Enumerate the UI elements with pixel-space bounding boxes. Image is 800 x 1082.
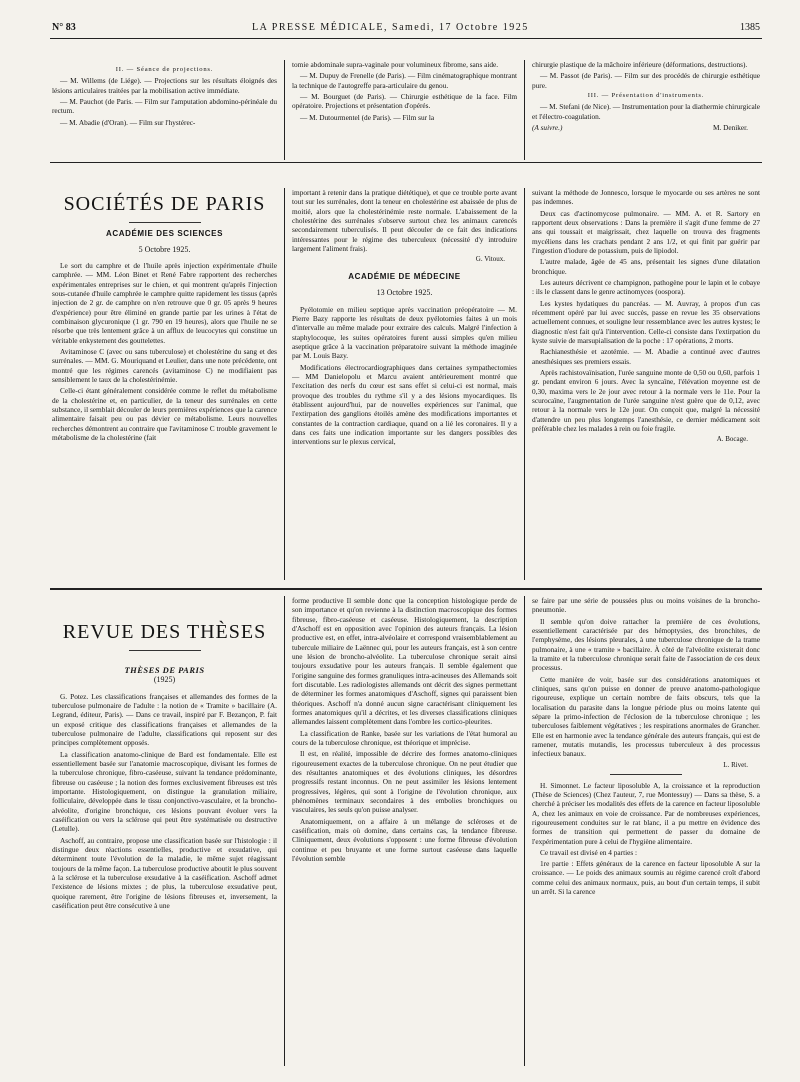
paragraph: — M. Abadie (d'Oran). — Film sur l'hystérec- [60,117,196,127]
column-rule [284,188,285,580]
paragraph: Après rachistovaïnisation, l'urée sanguine monte de 0,50 ou 0,60, parfois 1 gr. pendant environ 6 jours. Avec la syncaïne, l'élévation moyenne est de 0,30, maxima vers le 2e jour avec retour à la normale vers le 11e. Pour la scurocaïne, l'augmentation de l'urée sanguine n'est guère que de 0,12, avec retour à la normale vers le 12e jour. On conçoit que, malgré la nécessité d'attendre un peu plus longtemps l'anesthésie, ce dernier médicament soit préférable chez les malades à rein ou foie fragile. [532,367,760,433]
paragraph: 1re partie : Effets généraux de la carence en facteur liposoluble A sur la croissance. — Le poids des animaux soumis au régime carencé croît d'abord comme celui des animaux normaux, puis, au bout d'un certain temps, il subit un arrêt. Si la carence [532,859,760,897]
paragraph: Anatomiquement, on a affaire à un mélange de scléroses et de caséification, mais où domine, dans certains cas, la tendance fibreuse. Cliniquement, deux évolutions s'opposent : une forme fibreuse d'évolution continue et peu bruyante et une forme surtout caséeuse dans laquelle l'évolution semble [292,816,517,863]
column-rule [284,60,285,160]
column-rule [524,60,525,160]
paragraph: Le sort du camphre et de l'huile après injection expérimentale d'huile camphrée. — MM. Léon Binet et René Fabre rapportent des recherches expérimentales entreprises sur le chien, et qui montrent qu'après l'injection sous-cutanée d'huile camphrée le camphre quitte rapidement les tissus (après injection de 2 gr. de camphre on n'en retrouve que 0 gr. 05 après 9 heures d'expérience) pour être éliminé en grande partie par les urines à l'état de combinaison glycuronique (1 gr. 790 en 19 heures), alors que l'huile ne se résorbe que très lentement grâce à un afflux de leucocytes qui constitue un véritable enkystement des gouttelettes. [52,261,277,345]
paragraph: Il est, en réalité, impossible de décrire des formes anatomo-cliniques rigoureusement exactes de la tuberculose chronique. On ne peut étudier que des résultantes anatomiques et des évolutions cliniques, les désordres progressifs restant inconnus. On ne peut assimiler les lésions lentement progressives, légères, qui sont à l'origine de l'évolution chronique, aux phénomènes terminaux secondaires à des embolies bronchiques ou vasculaires, les seuls qu'on puisse analyser. [292,749,517,815]
paragraph: La classification de Ranke, basée sur les variations de l'état humoral au cours de la tuberculose chronique, est théorique et imprécise. [292,728,517,747]
section-title: SOCIÉTÉS DE PARIS [63,193,266,215]
societes-column-2 [292,188,517,582]
paragraph: H. Simonnet. Le facteur liposoluble A, la croissance et la reproduction (Thèse de Sciences) (Chez l'auteur, 7, rue Montessuy) — Dans sa thèse, S. a cherché à préciser les modalités des effets de la carence en facteur liposoluble A, chez les animaux en voie de croissance. Par de nombreuses expériences, rigoureusement conduites sur le rat blanc, il a pu mettre en évidence des formes de transition qui permettent de passer du domaine de l'expérimentation pure à celui de l'hygiène alimentaire. [532,780,760,846]
paragraph: suivant la méthode de Jonnesco, lorsque le myocarde ou ses artères ne sont pas indemnes. [532,188,760,207]
paragraph: Il semble qu'on doive rattacher la première de ces évolutions, essentiellement caractérisée par des hémoptysies, des bronchites, de l'emphysème, des lésions pleurales, à une tuberculose chronique de la trame pulmonaire, à une « tramite » bacillaire. À côté de l'alvéolite existerait donc la tramite et la tuberculose chronique serait faite de l'association de ces deux processus. [532,616,760,673]
paragraph: Deux cas d'actinomycose pulmonaire. — MM. A. et R. Sartory en rapportent deux observations : Dans la première il s'agit d'une femme de 27 ans qui toussait et maigrissait, chez laquelle on trouva des fragments mycéliens dans les crachats pendant 2 ans 1/2, et qui finit par guérir par l'ingestion d'iodure de potassium, puis de lipiodol. [532,208,760,255]
paragraph: — M. Willems (de Liége). — Projections sur les résultats éloignés des lésions articulaires traitées par la mobilisation active immédiate. [52,76,277,95]
section-title: REVUE DES THÈSES [62,621,267,643]
session-date: 13 Octobre 1925. [376,288,433,298]
paragraph: La classification anatomo-clinique de Bard est fondamentale. Elle est essentiellement basée sur l'anatomie macroscopique, divisant les formes de la tuberculose chronique, fibro-caséeuse, suivant la tendance prédominante, fibreuse ou caséeuse ; la notion des formes exclusivement fibreuses est très importante. Histologiquement, on distingue la granulation miliaire, folliculaire, développée dans le tissu conjonctivo-vasculaire, et la broncho-alvéolite, d'origine bronchique, ces lésions pouvant évoluer vers la caséification ou vers la sclérose qui peut être systématisée ou destructive (Letulle). [52,749,277,834]
title-rule [129,222,201,223]
paragraph: Pyélotomie en milieu septique après vaccination préopératoire — M. Pierre Bazy rapporte les résultats de deux pyélotomies faites à un mois d'intervalle au même malade pour extraire des calculs. Malgré l'infection à staphylocoque, les suites opératoires furent aussi simples qu'en milieu aseptique grâce à la vaccination préparatoire suivant la méthode imaginée par M. Louis Bazy. [292,304,517,361]
running-header [52,22,760,42]
column-rule [284,596,285,1066]
header-rule [50,38,762,39]
paragraph: Les auteurs décrivent ce champignon, pathogène pour le lapin et le cobaye : ils le classent dans le genre actinomyces (oospora). [532,277,760,297]
paragraph: important à retenir dans la pratique diététique), et que ce trouble porte avant tout sur les surrénales, dont la teneur en cholestérine est abaissée de plus de moitié, alors que la cholestérinémie reste normale. L'abaissement de la cholestérine des surrénales s'observe surtout chez les animaux carencés secondairement tuberculisés. Il peut découler de ce fait des indications intéressantes pour le régime des tuberculeux (nécessité d'y introduire largement l'aliment frais). [292,188,517,253]
theses-column-2 [292,596,517,1066]
paragraph: tomie abdominale supra-vaginale pour volumineux fibrome, sans aide. [292,60,499,69]
subsection-title: THÈSES DE PARIS [124,664,205,675]
paragraph: G. Potez. Les classifications françaises et allemandes des formes de la tuberculose pulmonaire de l'adulte : la notion de « Tramite » bacillaire (A. Legrand, éditeur, Paris). — Dans ce travail, inspiré par F. Bezançon, P. fait un exposé critique des classifications françaises et allemandes de la tuberculose pulmonaire de l'adulte, classifications qui reposent sur des principes complètement opposés. [52,691,277,748]
paragraph: — M. Pauchot (de Paris. — Film sur l'amputation abdomino-périnéale du rectum. [52,97,277,116]
author-signature: G. Vitoux. [475,255,505,264]
section-heading: III. — Présentation d'instruments. [587,91,705,99]
to-be-continued: (A suivre.) [532,123,563,133]
paragraph: Aschoff, au contraire, propose une classification basée sur l'histologie : il distingue deux réactions essentielles, productive et exsudative, qui déterminent toute l'évolution de la maladie, le même sujet réagissant toujours de la même façon. La tuberculose productive aboutit le plus souvent à la sclérose et la tuberculose exsudative à la caséification. Aschoff admet l'existence de lésions mixtes ; de plus, la tuberculose exsudative peut, quoique rarement, être l'origine de lésions fibreuses et, inversement, la caséification peut être consécutive à une [52,835,277,910]
paragraph: chirurgie plastique de la mâchoire inférieure (déformations, destructions). [532,60,748,69]
author-signature: M. Deniker. [712,123,748,133]
author-signature: A. Bocage. [716,435,748,444]
column-rule [524,596,525,1066]
top-column-2 [292,60,517,160]
separator-rule [610,774,682,775]
top-column-1 [52,66,277,162]
paragraph: — M. Dutourmentel (de Paris). — Film sur la [300,112,435,122]
section-rule [50,588,762,590]
societes-column-1 [52,190,277,582]
issue-number: N° 83 [52,22,76,33]
paragraph: se faire par une série de poussées plus ou moins voisines de la broncho-pneumonie. [532,596,760,615]
paragraph: — M. Bourguet (de Paris). — Chirurgie esthétique de la face. Film opératoire. Projections et présentation d'opérés. [292,91,517,111]
title-rule [129,650,201,651]
paragraph: Modifications électrocardiographiques dans certaines sympathectomies — MM Danielopolu et Marcu avaient antérieurement montré que l'excitation des nerfs du cœur est sans effet si celui-ci est normal, mais provoque des troubles du rythme s'il y a des lésions myocardiques. Ils établissent aujourd'hui, par de nouvelles expériences sur l'animal, que l'extirpation des ganglions étoilés amène des modifications importantes et constantes de la contraction cardiaque, quand on a lié les coronaires. Il y a dans ces faits une indication importante sur les dangers possibles des interventions sur le plexus cervical, [292,362,517,447]
academy-heading: ACADÉMIE DES SCIENCES [105,228,224,238]
paragraph: — M. Stefani (de Nice). — Instrumentation pour la diathermie chirurgicale et l'électro-coagulation. [532,102,760,121]
page-number: 1385 [740,22,760,33]
continuation-line [532,123,760,132]
section-rule [50,162,762,163]
section-heading: II. — Séance de projections. [115,66,214,73]
paragraph: Ce travail est divisé en 4 parties : [540,847,638,857]
session-date: 5 Octobre 1925. [138,244,191,254]
top-column-3 [532,60,760,160]
paragraph: Celle-ci étant généralement considérée comme le reflet du métabolisme de la cholestérine et, en particulier, de la teneur des surrénales en cette substance, il semblait découler de leurs premières expériences que la carence alimentaire faisait peu ou pas dévier ce métabolisme. Leurs nouvelles recherches démontrent au contraire que l'avitaminose C trouble gravement le métabolisme de la cholestérine (fait [52,386,277,442]
societes-column-3 [532,188,760,582]
paragraph: — M. Passot (de Paris). — Film sur des procédés de chirurgie esthétique pure. [532,71,760,90]
paragraph: Rachianesthésie et azotémie. — M. Abadie a continué avec d'autres anesthésiques ses premiers essais. [532,347,760,366]
author-signature: L. Rivet. [723,760,748,769]
paragraph: L'autre malade, âgée de 45 ans, présentait les signes d'une dilatation bronchique. [532,257,760,276]
column-rule [524,188,525,580]
paragraph: — M. Dupuy de Frenelle (de Paris). — Film cinématographique montrant la technique de l'autogreffe para-articulaire du genou. [292,71,517,90]
paragraph: Les kystes hydatiques du pancréas. — M. Auvray, à propos d'un cas récemment opéré par lui avec succès, passe en revue les 35 observations actuellement connues, et souligne leur ressemblance avec les autres kystes; le diagnostic n'est fait qu'à l'intervention. Celle-ci consiste dans l'extirpation du kyste suivie de marsupialisation de la poche : 17 opérations, 2 morts. [532,298,760,345]
paragraph: Avitaminose C (avec ou sans tuberculose) et cholestérine du sang et des surrénales. — MM. G. Mouriquand et Leulier, dans une note précédente, ont montré que les régimes carencés (avitaminose C) ne modifiaient pas sensiblement le taux de la cholestérinémie. [52,347,277,384]
theses-column-3 [532,596,760,1066]
journal-title: LA PRESSE MÉDICALE, Samedi, 17 Octobre 1925 [252,22,529,33]
paragraph: forme productive Il semble donc que la conception histologique perde de son importance et qu'on revienne à la distinction macroscopique des formes fibreuse, fibro-caséeuse et caséeuse. Histologiquement, la description d'Aschoff est en opposition avec l'opinion des auteurs français. La lésion productive est, en effet, intra-alvéolaire et correspond vraisemblablement au tubercule miliaire de Laënnec qui, pour les auteurs français, est à son centre une lésion de broncho-alvéolite. La tuberculose chronique serait ainsi toujours exsudative pour les auteurs français. Il semble également que l'origine sanguine des formes granuliques intra-acineuses des Allemands soit fort discutable. Les radiologistes allemands ont décrit des signes permettant de déterminer les formes anatomiques d'Aschoff, signes qui paraissent bien théoriques. Aschoff n'a donné aucun signe caractérisant cliniquement les formes anatomiques qu'il a décrites, et les diverses classifications cliniques allemandes laissent complètement dans l'ombre les cortico-pleurites. [292,596,517,727]
academy-heading: ACADÉMIE DE MÉDECINE [348,272,461,282]
subsection-year: (1925) [153,675,176,685]
paragraph: Cette manière de voir, basée sur des considérations anatomiques et cliniques, sans qu'on puisse en donner de preuve anatomo-pathologique rigoureuse, explique un certain nombre de faits obscurs, tels que la localisation du parasite dans la longue période plus ou moins latente qui sépare la primo-infection de l'éclosion de la tuberculose chronique ; les tuberculoses faiblement végétatives ; les respirations anormales de Grancher. Elle est en harmonie avec la tendance générale des auteurs français, qui est de ramener, mutatis mutandis, les processus tuberculeux à des processus infectieux banaux. [532,674,760,759]
theses-column-1 [52,618,277,1066]
